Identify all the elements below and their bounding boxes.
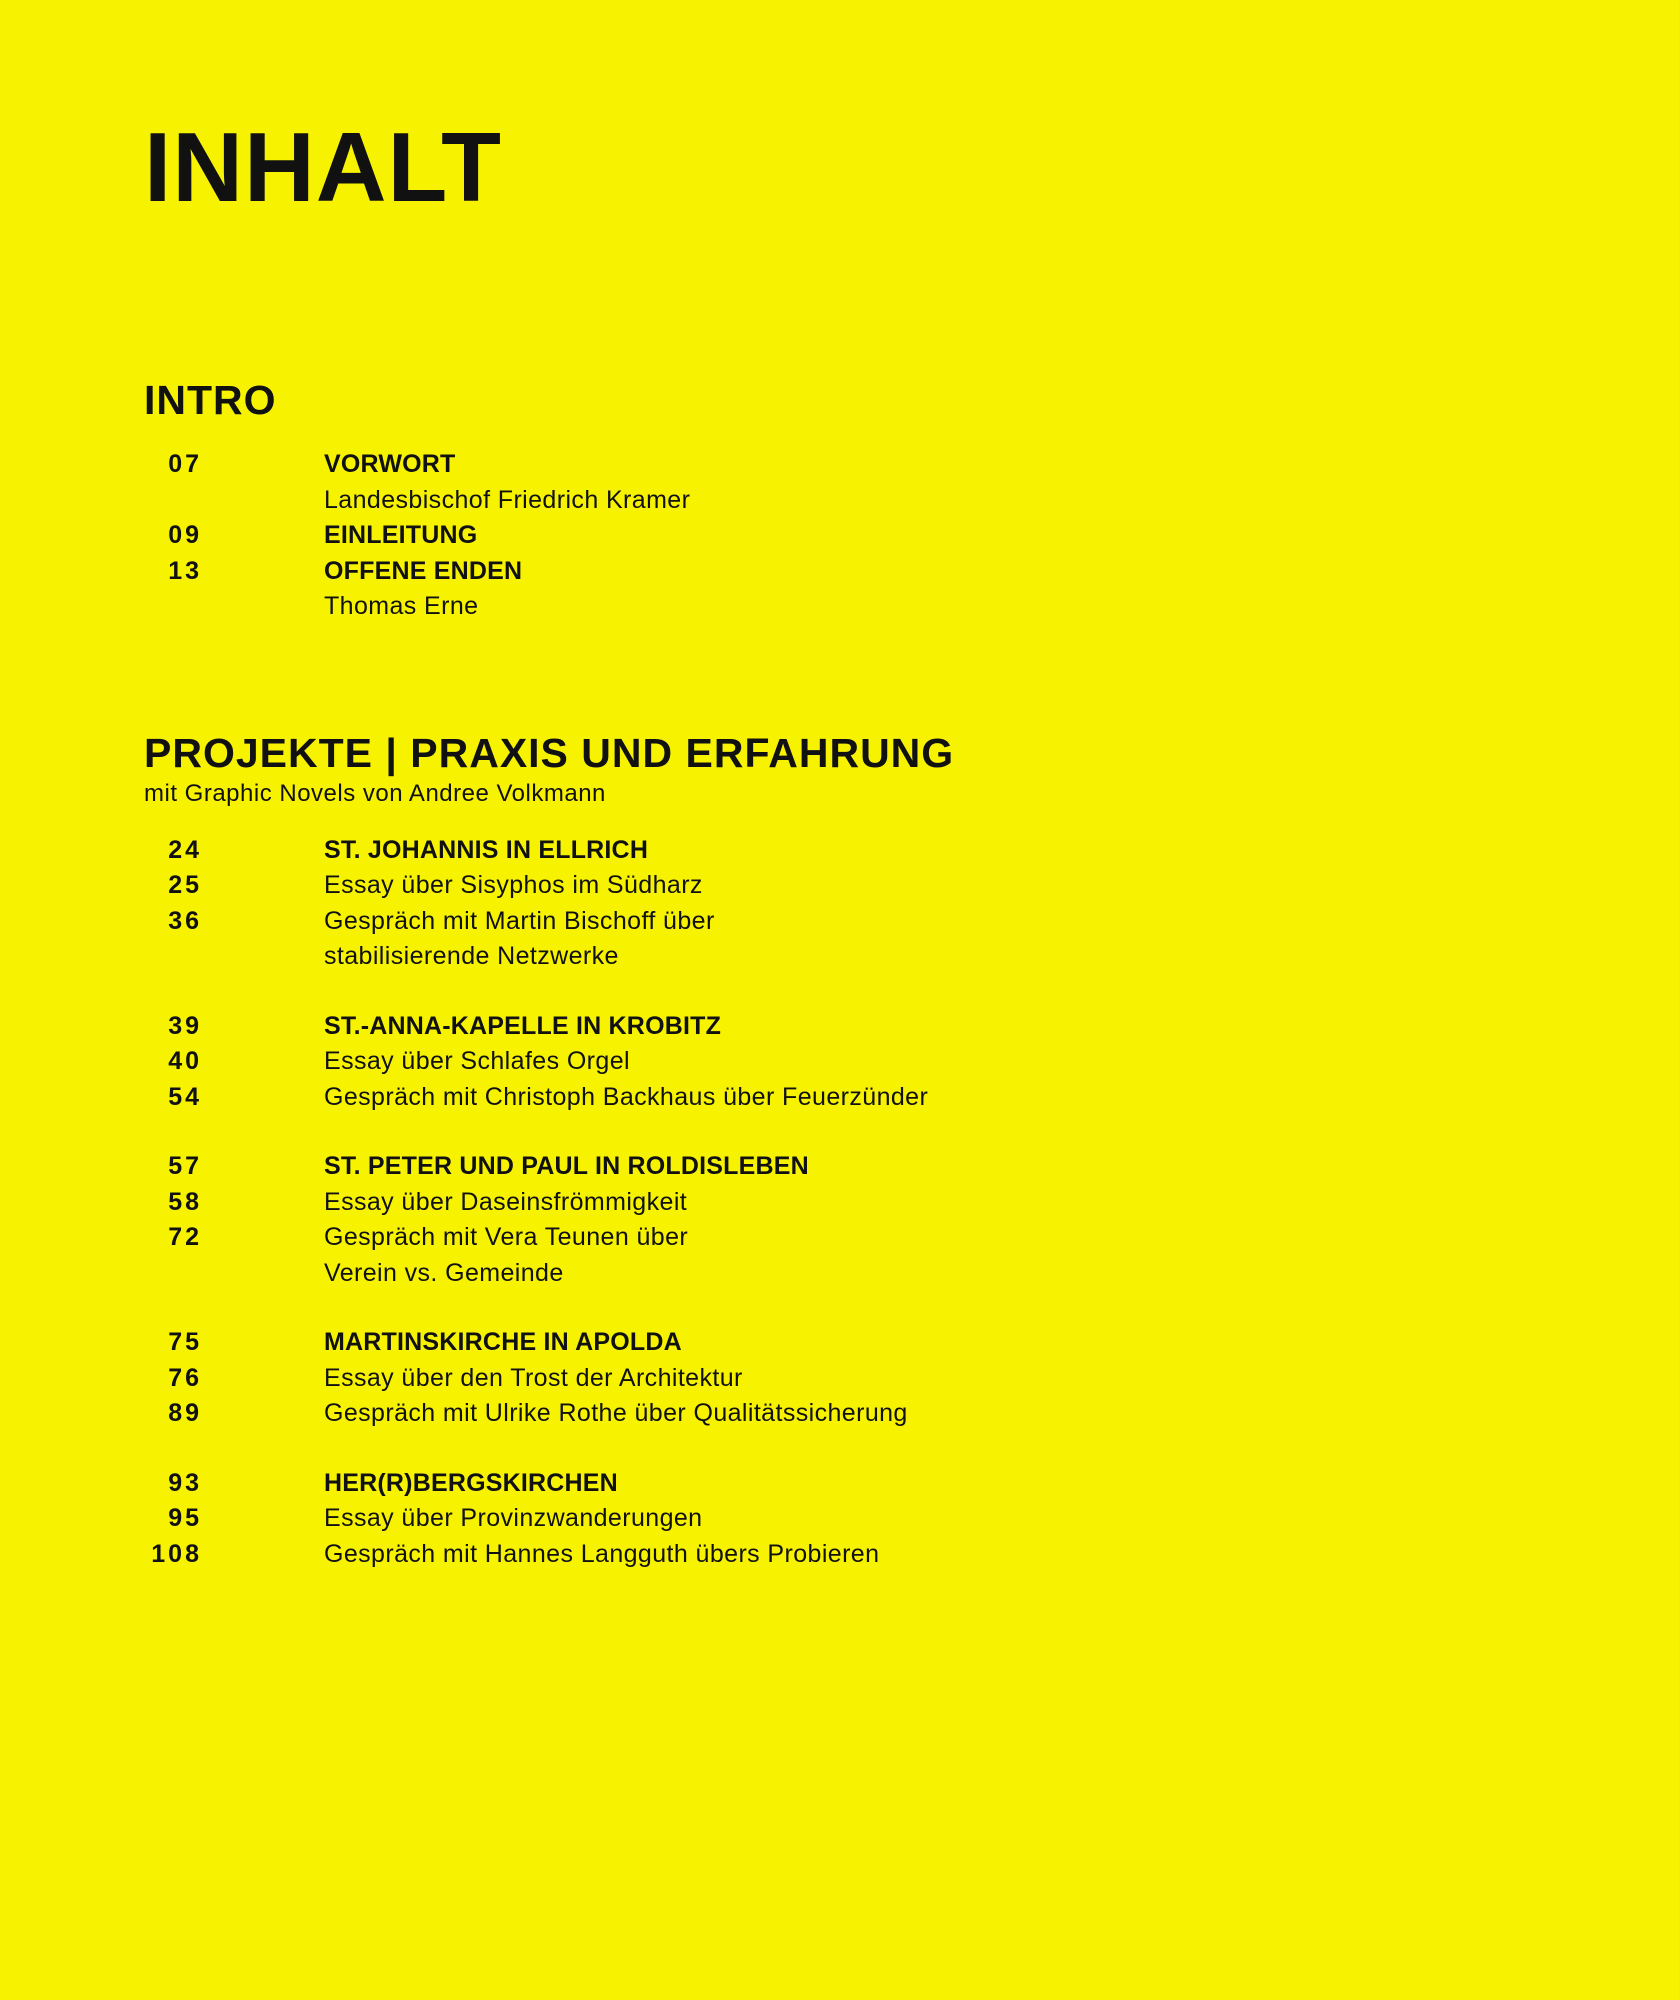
page-number: 108 [151, 1539, 202, 1568]
page-number: 07 [168, 450, 202, 478]
toc-entry-text: Essay über Schlafes Orgel [324, 1047, 630, 1076]
page-number: 93 [168, 1468, 202, 1497]
toc-group-ellrich [144, 833, 1444, 975]
intro-section [144, 377, 1444, 625]
toc-entry-title: ST. JOHANNIS IN ELLRICH [324, 835, 649, 864]
toc-entry-title: MARTINSKIRCHE IN APOLDA [324, 1328, 682, 1357]
toc-entry-text: Gespräch mit Martin Bischoff über [324, 906, 715, 935]
toc-group-roldisleben [144, 1149, 1444, 1291]
toc-group-krobitz [144, 1009, 1444, 1116]
toc-row[interactable] [144, 1149, 1444, 1185]
toc-row[interactable] [144, 868, 1444, 904]
toc-row[interactable] [144, 447, 1444, 483]
toc-row [144, 483, 1444, 519]
toc-row[interactable] [144, 1044, 1444, 1080]
toc-row[interactable] [144, 1185, 1444, 1221]
page-number: 95 [168, 1504, 202, 1533]
toc-entry-title: HER(R)BERGSKIRCHEN [324, 1468, 618, 1497]
page-number: 58 [168, 1187, 202, 1216]
page-number: 39 [168, 1011, 202, 1040]
toc-entry-text: stabilisierende Netzwerke [324, 942, 619, 971]
toc-row[interactable] [144, 1537, 1444, 1573]
page-number: 24 [168, 835, 202, 864]
toc-group-apolda [144, 1325, 1444, 1432]
page-number: 54 [168, 1082, 202, 1111]
intro-entries [144, 447, 1444, 625]
page-number: 72 [168, 1223, 202, 1252]
toc-entry-text: Essay über den Trost der Architektur [324, 1363, 743, 1392]
page-number: 25 [168, 871, 202, 900]
projekte-heading: PROJEKTE | PRAXIS UND ERFAHRUNG [144, 730, 955, 776]
toc-group-herrbergskirchen [144, 1466, 1444, 1573]
intro-heading: INTRO [144, 377, 277, 423]
toc-row[interactable] [144, 1220, 1444, 1256]
toc-row[interactable] [144, 833, 1444, 869]
toc-entry-author: Landesbischof Friedrich Kramer [324, 485, 691, 514]
toc-row[interactable] [144, 554, 1444, 590]
toc-entry-title: ST. PETER UND PAUL IN ROLDISLEBEN [324, 1152, 809, 1181]
page-number: 36 [168, 906, 202, 935]
page-number: 40 [168, 1047, 202, 1076]
toc-row [144, 589, 1444, 625]
page-number: 13 [168, 556, 202, 585]
page-number: 76 [168, 1363, 202, 1392]
projekte-section [144, 730, 1444, 1572]
toc-entry-title: VORWORT [324, 450, 456, 478]
toc-row [144, 939, 1444, 975]
toc-row[interactable] [144, 1466, 1444, 1502]
toc-row[interactable] [144, 1080, 1444, 1116]
toc-entry-text: Verein vs. Gemeinde [324, 1258, 564, 1287]
toc-row[interactable] [144, 1396, 1444, 1432]
toc-entry-title: OFFENE ENDEN [324, 556, 523, 585]
toc-entry-text: Gespräch mit Vera Teunen über [324, 1223, 689, 1252]
toc-row [144, 1256, 1444, 1292]
toc-entry-text: Gespräch mit Ulrike Rothe über Qualitätssicherung [324, 1399, 908, 1428]
toc-entry-title: EINLEITUNG [324, 521, 478, 549]
toc-entry-text: Essay über Provinzwanderungen [324, 1504, 703, 1533]
toc-row[interactable] [144, 1325, 1444, 1361]
page-number: 89 [168, 1399, 202, 1428]
toc-entry-author: Thomas Erne [324, 592, 479, 620]
toc-entry-text: Gespräch mit Christoph Backhaus über Feuerzünder [324, 1082, 929, 1111]
toc-entry-text: Essay über Daseinsfrömmigkeit [324, 1187, 688, 1216]
toc-row[interactable] [144, 904, 1444, 940]
page-number: 57 [168, 1152, 202, 1181]
toc-entry-text: Essay über Sisyphos im Südharz [324, 871, 703, 900]
toc-entry-title: ST.-ANNA-KAPELLE IN KROBITZ [324, 1011, 722, 1040]
toc-entry-text: Gespräch mit Hannes Langguth übers Probieren [324, 1539, 880, 1568]
toc-row[interactable] [144, 1009, 1444, 1045]
toc-row[interactable] [144, 1361, 1444, 1397]
toc-row[interactable] [144, 1501, 1444, 1537]
toc-row[interactable] [144, 518, 1444, 554]
page-number: 09 [168, 521, 202, 549]
page-title: INHALT [144, 112, 502, 222]
page-number: 75 [168, 1328, 202, 1357]
projekte-subtitle: mit Graphic Novels von Andree Volkmann [144, 780, 606, 807]
